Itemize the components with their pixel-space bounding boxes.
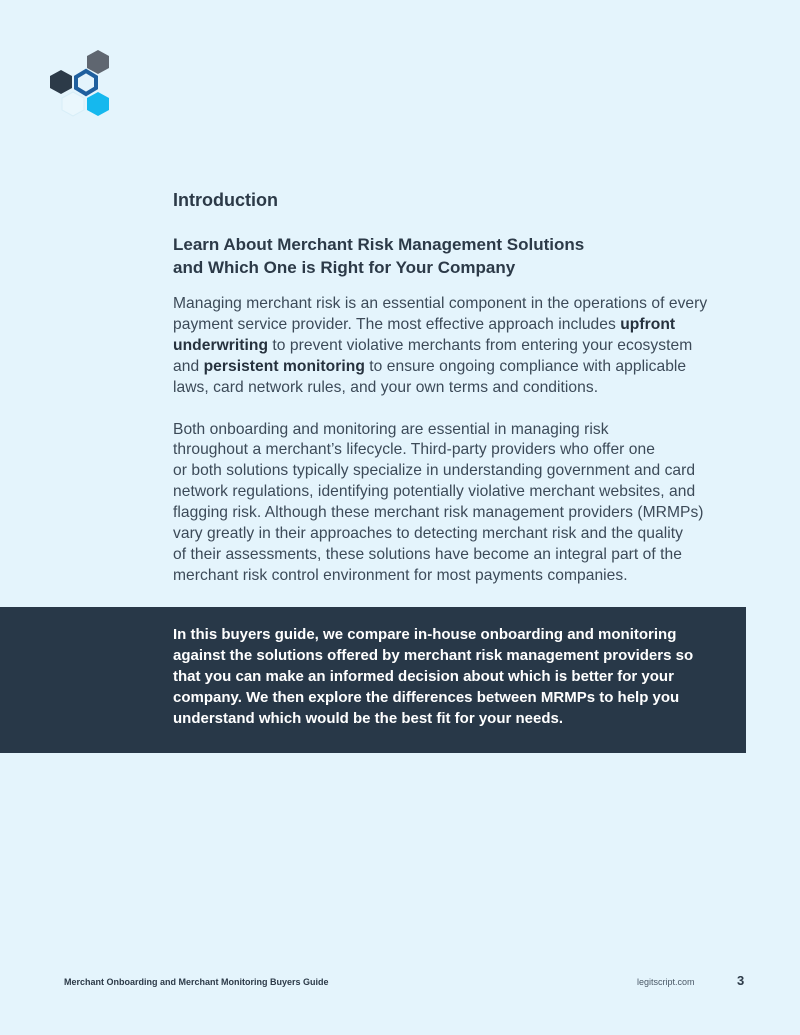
callout-text: [173, 625, 733, 730]
logo-hex-pale: [62, 92, 84, 116]
paragraph-2-line: network regulations, identifying potentially violative merchant websites, and: [173, 483, 696, 501]
section-label: Introduction: [173, 190, 278, 210]
paragraph-1: [173, 294, 738, 399]
paragraph-2: [173, 420, 738, 587]
callout-line: In this buyers guide, we compare in-house onboarding and monitoring: [173, 626, 677, 643]
emphasis-upfront: upfront: [620, 315, 676, 333]
hexagon-cluster-logo-icon: [48, 48, 112, 118]
paragraph-2-line: Both onboarding and monitoring are essential in managing risk: [173, 420, 609, 438]
logo-hex-dark: [50, 70, 72, 94]
paragraph-1-text: payment service provider. The most effective approach includes: [173, 315, 621, 333]
footer-site-link[interactable]: legitscript.com: [637, 977, 695, 987]
callout-box: [0, 607, 746, 753]
callout-line: against the solutions offered by merchant risk management providers so: [173, 646, 694, 664]
paragraph-1-text: and: [173, 357, 204, 375]
headline-line-2: and Which One is Right for Your Company: [173, 258, 516, 277]
logo-hex-cyan: [87, 92, 109, 116]
footer-document-title: Merchant Onboarding and Merchant Monitoring Buyers Guide: [64, 977, 329, 987]
paragraph-1-line: laws, card network rules, and your own terms and conditions.: [173, 378, 599, 396]
paragraph-1-line: [173, 357, 738, 378]
callout-line: company. We then explore the differences between MRMPs to help you: [173, 688, 680, 706]
emphasis-underwriting: underwriting: [173, 336, 269, 354]
paragraph-2-line: vary greatly in their approaches to detecting merchant risk and the quality: [173, 525, 683, 543]
paragraph-2-line: throughout a merchant’s lifecycle. Third-party providers who offer one: [173, 441, 655, 459]
paragraph-1-text: to prevent violative merchants from entering your ecosystem: [268, 336, 693, 354]
callout-line: understand which would be the best fit for your needs.: [173, 709, 564, 727]
emphasis-persistent-monitoring: persistent monitoring: [203, 357, 365, 375]
paragraph-2-line: or both solutions typically specialize in understanding government and card: [173, 462, 696, 480]
headline-line-1: Learn About Merchant Risk Management Solutions: [173, 235, 585, 254]
callout-line: that you can make an informed decision about which is better for your: [173, 667, 674, 685]
paragraph-1-line: Managing merchant risk is an essential component in the operations of every: [173, 295, 708, 312]
main-content: [173, 188, 738, 587]
paragraph-1-text: to ensure ongoing compliance with applicable: [364, 357, 687, 375]
paragraph-1-line: [173, 315, 738, 336]
logo-hex-gray: [87, 50, 109, 74]
logo-hex-outline: [76, 71, 96, 94]
paragraph-2-line: flagging risk. Although these merchant risk management providers (MRMPs): [173, 504, 704, 522]
headline: [173, 233, 738, 279]
paragraph-2-line: of their assessments, these solutions have become an integral part of the: [173, 545, 682, 563]
paragraph-2-line: merchant risk control environment for most payments companies.: [173, 566, 628, 584]
page-number: 3: [737, 973, 745, 988]
paragraph-1-line: [173, 336, 738, 357]
